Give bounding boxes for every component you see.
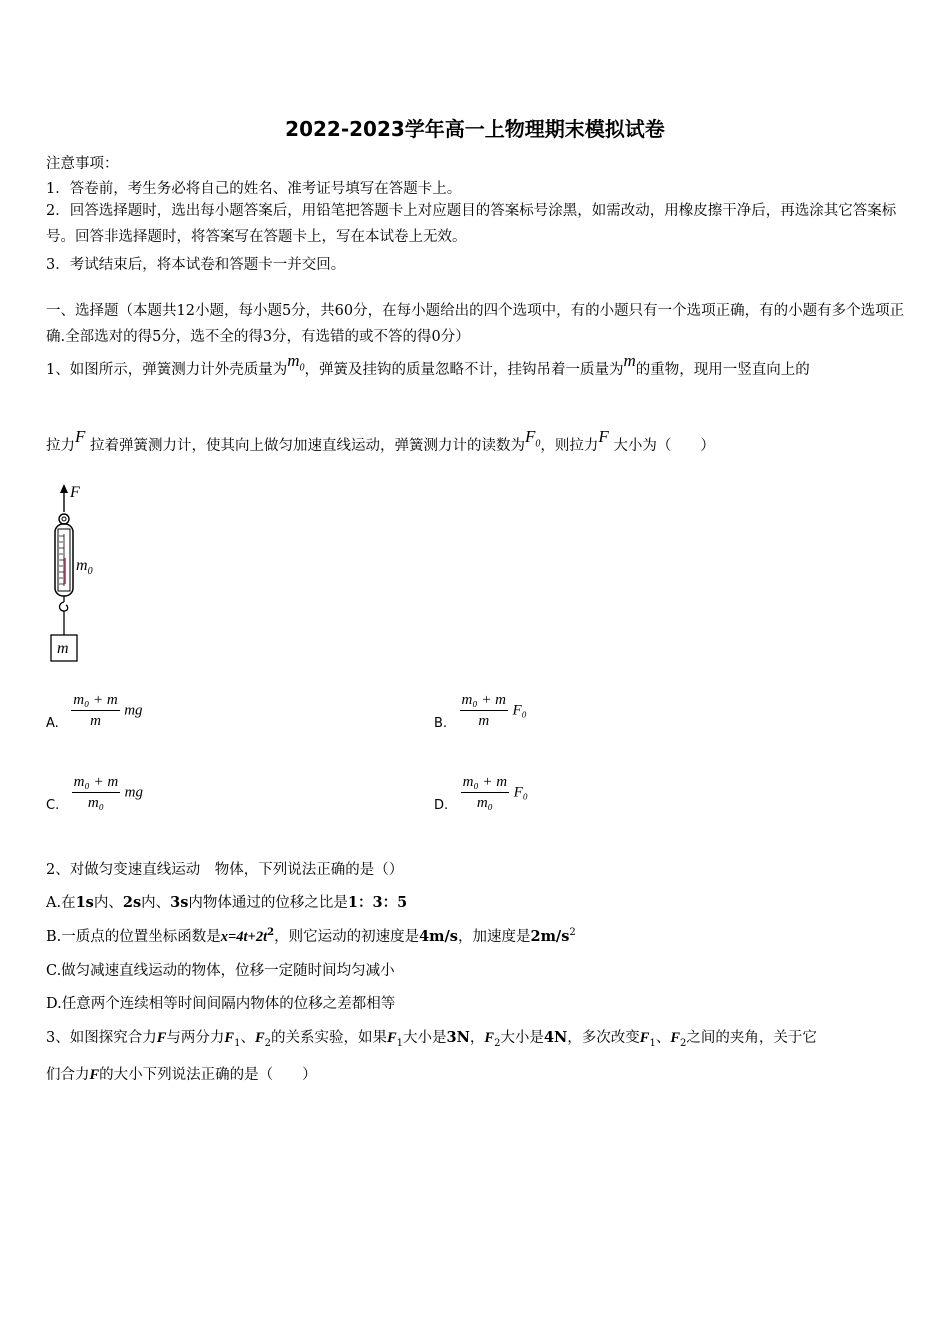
q1-option-b[interactable]: B. $\frac{\text{m₀ + m}}{m}$ F₀ [434,692,527,731]
question-3-line-1: 3、如图探究合力F与两分力$F_1$、$F_2$的关系实验，如果$F_1$大小是3N，$F_2$大小是4N，多次改变$F_1$、$F_2$之间的夹角，关于它 [46,1029,817,1049]
q2-option-a[interactable]: A.在1s内、2s内、3s内物体通过的位移之比是1：3：5 [46,894,408,911]
q1-option-c[interactable]: C. $\frac{\text{m₀ + m}}{\text{m₀}}$ mg [46,774,143,813]
page-title: 2022-2023学年高一上物理期末模拟试卷 [285,117,665,141]
notice-item-2: 2．回答选择题时，选出每小题答案后，用铅笔把答题卡上对应题目的答案标号涂黑，如需改动，用橡皮擦干净后，再选涂其它答案标号。回答非选择题时，将答案写在答题卡上，写在本试卷上无效。 [46,203,897,245]
figure-block-label: m [57,640,69,657]
notice-item-1: 1．答卷前，考生务必将自己的姓名、准考证号填写在答题卡上。 [46,181,462,197]
symbol-F: F [75,427,86,446]
symbol-m0: $m_0$ [287,351,305,374]
question-1-line-1: 1、如图所示，弹簧测力计外壳质量为$m_0$，弹簧及挂钩的质量忽略不计，挂钩吊着一质量为m的重物，现用一竖直向上的 [46,351,810,378]
q1-option-a[interactable]: A. $\frac{\text{m₀ + m}}{m}$ mg [46,692,143,731]
notice-item-3: 3．考试结束后，将本试卷和答题卡一并交回。 [46,257,346,273]
q2-option-b[interactable]: B.一质点的位置坐标函数是$x=4t+2t^2$，则它运动的初速度是4m/s，加速度是$2m/s^2$ [46,927,576,945]
question-3-line-2: 们合力F的大小下列说法正确的是（ ） [46,1067,317,1083]
notice-heading: 注意事项： [46,156,119,172]
question-1-line-2: 拉力F 拉着弹簧测力计，使其向上做匀加速直线运动，弹簧测力计的读数为$F_0$，则拉力F 大小为（ ） [46,427,715,454]
section-heading: 一、选择题（本题共12小题，每小题5分，共60分，在每小题给出的四个选项中，有的小题只有一个选项正确，有的小题有多个选项正确.全部选对的得5分，选不全的得3分，有选错的或不答的得0分） [46,303,905,345]
symbol-F0: $F_0$ [525,427,541,450]
q1-option-d[interactable]: D. $\frac{\text{m₀ + m}}{\text{m₀}}$ F₀ [434,774,528,813]
figure-force-label: F [70,484,80,501]
figure-mass-label: $m_0$ [76,557,93,578]
q2-option-d[interactable]: D.任意两个连续相等时间间隔内物体的位移之差都相等 [46,996,396,1012]
question-2-stem: 2、对做匀变速直线运动 物体，下列说法正确的是（） [46,862,404,878]
symbol-m: m [623,351,636,370]
q2-option-c[interactable]: C.做匀减速直线运动的物体，位移一定随时间均匀减小 [46,963,395,979]
